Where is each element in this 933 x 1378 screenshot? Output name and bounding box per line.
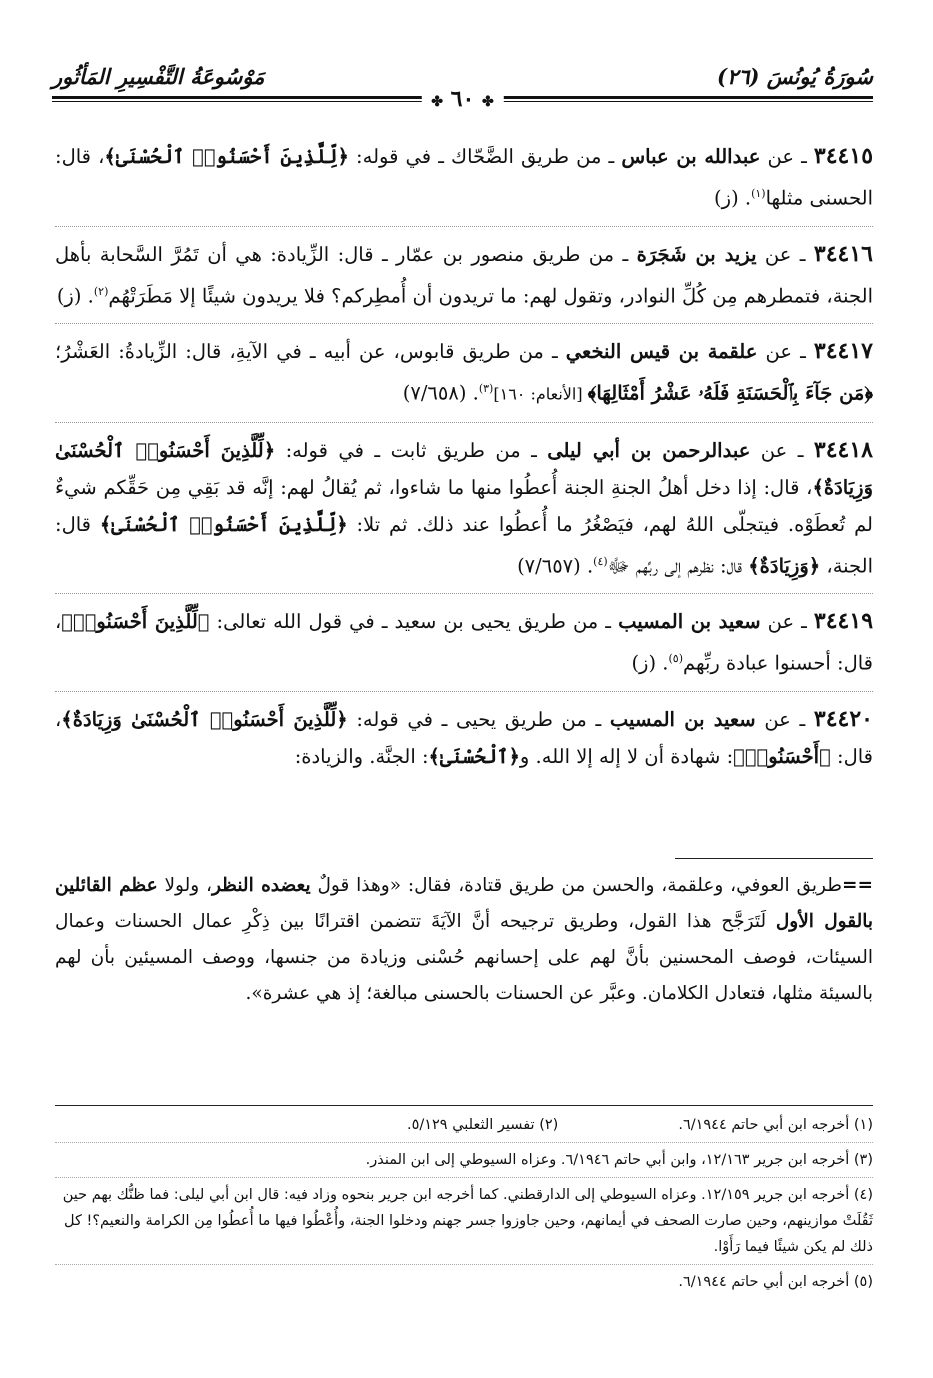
page-header [52, 60, 873, 118]
text-run: ، ولولا [157, 875, 212, 896]
text-run: . (ز) [714, 186, 752, 210]
page-number-text: ٦٠ [450, 86, 475, 112]
footnote-5: (٥) أخرجه ابن أبي حاتم ٦/١٩٤٤. [678, 1274, 873, 1290]
verse-reference: [الأنعام: ١٦٠] [493, 384, 588, 404]
ornament-icon: ✤ [431, 94, 444, 110]
narrator-name: سعيد بن المسيب [609, 707, 756, 731]
narrator-name: عبدالله بن عباس [621, 145, 761, 168]
text-run: ، قال: [55, 707, 873, 768]
text-run: . (ز) [56, 284, 94, 307]
text-run: ـ عن [757, 340, 814, 363]
commentary-text [55, 875, 873, 1004]
text-run: ، قال: إذا دخل أهلُ الجنةِ الجنة أُعطُوا منها ما شاءوا، ثم يُقالُ لهم: إنَّه قد بَقِي مِن حَقِّكم شيءٌ لم تُعطَوْه. فيتجلّى اللهُ لهم، فيَصْغُرُ ما أُعطُوا عند ذلك. ثم تلا: [55, 475, 873, 536]
narration-number: ٣٤٤١٨ [813, 436, 873, 463]
text-run: قال: نظرهم إلى ربِّهم ﷻ [607, 554, 749, 577]
narration-number: ٣٤٤٢٠ [813, 705, 873, 732]
text-run: ، قال: أحسنوا عبادة ربِّهم [55, 610, 873, 675]
text-run: ، قال: الحسنى مثلها [55, 145, 873, 210]
text-run: ـ عن [760, 610, 814, 633]
footnote-ref: (٣) [478, 382, 494, 395]
narrations-list [55, 138, 873, 793]
narrator-name: عبدالرحمن بن أبي ليلى [547, 438, 751, 462]
narrator-name: علقمة بن قيس النخعي [565, 340, 758, 363]
page-number [421, 86, 503, 112]
text-run: : الجنَّة. والزيادة: [294, 744, 429, 768]
text-run: ـ من طريق يحيى بن سعيد ـ في قول الله تعالى: [209, 610, 619, 633]
footnotes [55, 1112, 873, 1303]
text-run: ـ عن [750, 438, 814, 462]
text-run: ـ من طريق ثابت ـ في قوله: [275, 438, 548, 462]
narration-number: ٣٤٤١٥ [813, 143, 874, 169]
text-run: . (ز) [631, 651, 669, 675]
text-run: طريق العوفي، وعلقمة، والحسن من طريق قتادة، فقال: «وهذا قولٌ [310, 875, 842, 896]
quran-quote: ﴿أَحْسَنُوا۟﴾ [733, 744, 831, 768]
footnote-ref: (٥) [668, 652, 683, 665]
text-run: ـ عن [756, 242, 814, 266]
book-title: مَوْسُوعَةُ التَّفْسِيرِ المَأثُور [52, 64, 265, 89]
narration-number: ٣٤٤١٩ [813, 608, 874, 634]
narration-entry [55, 603, 873, 692]
text-run: . (٧/٦٥٨) [402, 381, 479, 405]
quran-quote: ﴿وَزِيَادَةٌ﴾ [748, 554, 821, 577]
commentary-continuation [55, 868, 873, 1012]
emphasis: يعضده النظر [211, 875, 311, 896]
text-run: ـ من طريق منصور بن عمّار ـ قال: الزِّيادة: هي أن تَمُرَّ السَّحابة بأهل الجنة، فتمطرهم مِن كُلِّ النوادر، وتقول لهم: ما تريدون أن أُمطِركم؟ فلا يريدون شيئًا إلا مَطَرَتْهُم [55, 242, 873, 307]
narrator-name: يزيد بن شَجَرَة [636, 242, 757, 266]
continuation-mark: == [841, 875, 873, 896]
text-run: ـ من طريق الضَّحّاك ـ في قوله: [348, 145, 622, 168]
surah-title: سُورَةُ يُونُسَ (٢٦) [717, 64, 873, 89]
footnote-3: (٣) أخرجه ابن جرير ١٢/١٦٣، وابن أبي حاتم ٦/١٩٤٦. وعزاه السيوطي إلى ابن المنذر. [55, 1147, 873, 1178]
text-run: ـ من طريق قابوس، عن أبيه ـ في الآيةِ، قال: الزِّيادةُ: العَشْرُ؛ [55, 340, 566, 363]
narration-entry [55, 432, 873, 595]
quran-quote: ﴿لِّلَّذِينَ أَحْسَنُوا۟ ٱلْحُسْنَىٰ وَزِيَادَةٌ﴾ [61, 707, 348, 731]
text-run: ـ من طريق يحيى ـ في قوله: [347, 707, 610, 731]
quran-quote: ﴿لِّلَّذِينَ أَحْسَنُوا۟ ٱلْحُسْنَىٰ وَزِيَادَةٌ﴾ [55, 438, 873, 499]
quran-quote: ﴿ٱلْحُسْنَىٰ﴾ [428, 744, 520, 768]
quran-quote: ﴿لِّلَّذِينَ أَحْسَنُوا۟﴾ [61, 610, 210, 633]
quran-quote: ﴿لِّلَّذِينَ أَحْسَنُوا۟ ٱلْحُسْنَىٰ﴾ [99, 512, 348, 536]
text-run: قال: الجنة، [55, 512, 873, 577]
narration-entry [55, 333, 873, 423]
text-run: لَتَرَجَّح هذا القول، وطريق ترجيحه أنَّ الآيَةَ تتضمن اقترانًا بين ذِكْرِ عمال الحسنات وعمال السيئات، فوصف المحسنين بأنَّ لهم على إحسانهم حُسْنى وزيادة من جنسها، ووصف المسيئين بأن لهم بالسيئة مثلها، فتعادل الكلامان. وعبَّر عن الحسنات بالحسنى مبالغة؛ إذ هي عشرة». [55, 911, 873, 1004]
footnote-ref: (٢) [93, 284, 109, 298]
footnote-4: (٤) أخرجه ابن جرير ١٢/١٥٩. وعزاه السيوطي إلى الدارقطني. كما أخرجه ابن جرير بنحوه وزاد فيه: قال ابن أبي ليلى: فما ظنُّك بهم حين ثَقُلَتْ موازينهم، وحين صارت الصحف في أيمانهم، وحين جاوزوا جسر جهنم ودخلوا الجنة، وأُعْطُوا فيها ما أُعطُوا مِن الكرامة والنعيم؟! كل ذلك لم يكن شيئًا فيما رَأَوْا. [55, 1182, 873, 1265]
narration-number: ٣٤٤١٦ [813, 240, 873, 267]
text-run: ـ عن [760, 145, 814, 168]
footnote-divider [55, 1105, 873, 1106]
emphasis: عظم القائلين بالقول الأول [55, 875, 873, 932]
footnote-2: (٢) تفسير الثعلبي ٥/١٢٩. [406, 1117, 559, 1133]
narration-number: ٣٤٤١٧ [813, 338, 873, 364]
text-run: . (٧/٦٥٧) [517, 554, 594, 577]
narration-entry [55, 236, 873, 325]
ornament-icon: ✤ [481, 94, 494, 110]
narrator-name: سعيد بن المسيب [618, 610, 761, 633]
text-run: ـ عن [755, 707, 814, 731]
text-run: : شهادة أن لا إله إلا الله. و [519, 744, 734, 768]
quran-quote: ﴿لِّلَّذِينَ أَحْسَنُوا۟ ٱلْحُسْنَىٰ﴾ [104, 145, 349, 168]
section-divider [675, 858, 873, 859]
footnote-row [55, 1112, 873, 1143]
footnote-ref: (١) [751, 187, 766, 200]
narration-entry [55, 701, 873, 784]
footnote-ref: (٤) [593, 554, 608, 568]
footnote-1: (١) أخرجه ابن أبي حاتم ٦/١٩٤٤. [678, 1117, 873, 1133]
quran-quote: ﴿مَن جَآءَ بِٱلْحَسَنَةِ فَلَهُۥ عَشْرُ أَمْثَالِهَا﴾ [587, 381, 873, 405]
narration-entry [55, 138, 873, 227]
